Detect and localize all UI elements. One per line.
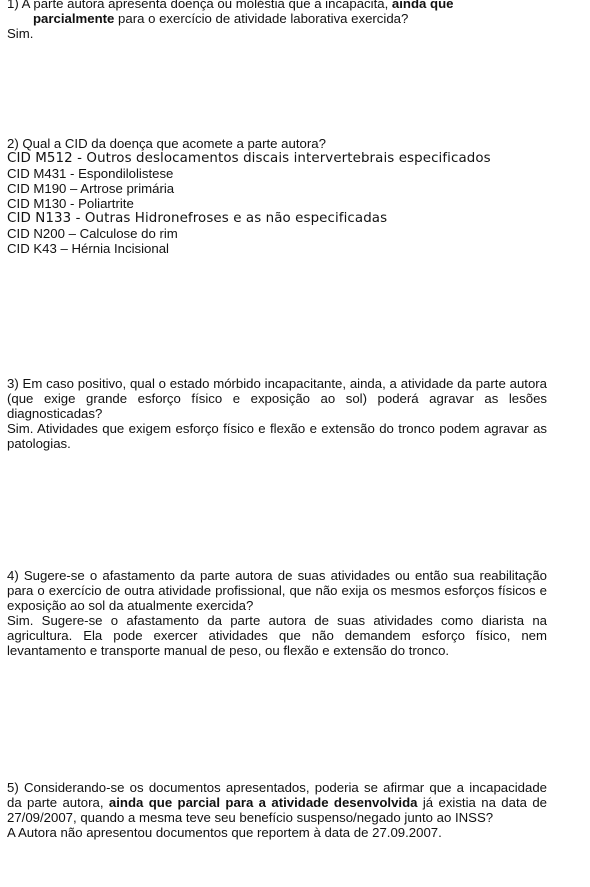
answer-1: Sim. <box>7 26 34 41</box>
cid-item-4: CID M130 - Poliartrite <box>7 196 134 211</box>
question-4-block <box>7 568 547 658</box>
question-5-text <box>7 780 547 825</box>
cid-item-5: CID N133 - Outras Hidronefroses e as não especificadas <box>7 211 388 226</box>
question-5-post: já existia na data de 27/09/2007, quando a mesma teve seu benefício suspenso/negado junto ao INSS? <box>7 795 547 825</box>
question-3-text: 3) Em caso positivo, qual o estado mórbido incapacitante, ainda, a atividade da parte autora (que exige grande esforço físico e exposição ao sol) poderá agravar as lesões diagnosticadas? <box>7 376 547 421</box>
cid-item-6: CID N200 – Calculose do rim <box>7 226 178 241</box>
question-3-block <box>7 376 547 451</box>
answer-5: A Autora não apresentou documentos que reportem à data de 27.09.2007. <box>7 825 442 840</box>
question-1-pre: 1) A parte autora apresenta doença ou moléstia que a incapacita, <box>7 0 392 11</box>
answer-3: Sim. Atividades que exigem esforço físico e flexão e extensão do tronco podem agravar as patologias. <box>7 421 547 451</box>
question-1-text <box>7 0 547 11</box>
question-1-post: para o exercício de atividade laborativa exercida? <box>114 11 409 26</box>
question-1-bold-1: ainda que <box>391 0 454 11</box>
question-2-block <box>7 136 547 256</box>
question-1-bold-2: parcialmente <box>33 11 115 26</box>
question-5-block <box>7 780 547 840</box>
cid-item-2: CID M431 - Espondilolistese <box>7 166 174 181</box>
question-5-bold: ainda que parcial para a atividade desenvolvida <box>108 795 418 810</box>
answer-4: Sim. Sugere-se o afastamento da parte autora de suas atividades como diarista na agricultura. Ela pode exercer atividades que não demandem esforço físico, nem levantamento e transporte manual de peso, ou flexão e extensão do tronco. <box>7 613 547 658</box>
question-2-text: 2) Qual a CID da doença que acomete a parte autora? <box>7 136 326 151</box>
question-4-text: 4) Sugere-se o afastamento da parte autora de suas atividades ou então sua reabilitação para o exercício de outra atividade profissional, que não exija os mesmos esforços físicos e exposição ao sol da atualmente exercida? <box>7 568 547 613</box>
cid-item-7: CID K43 – Hérnia Incisional <box>7 241 169 256</box>
question-1-text-cont <box>7 11 547 26</box>
question-5-pre: 5) Considerando-se os documentos apresentados, poderia se afirmar que a incapacidade da parte autora, <box>7 780 547 810</box>
question-1-block <box>7 0 547 41</box>
cid-item-1: CID M512 - Outros deslocamentos discais intervertebrais especificados <box>7 151 491 166</box>
cid-item-3: CID M190 – Artrose primária <box>7 181 175 196</box>
